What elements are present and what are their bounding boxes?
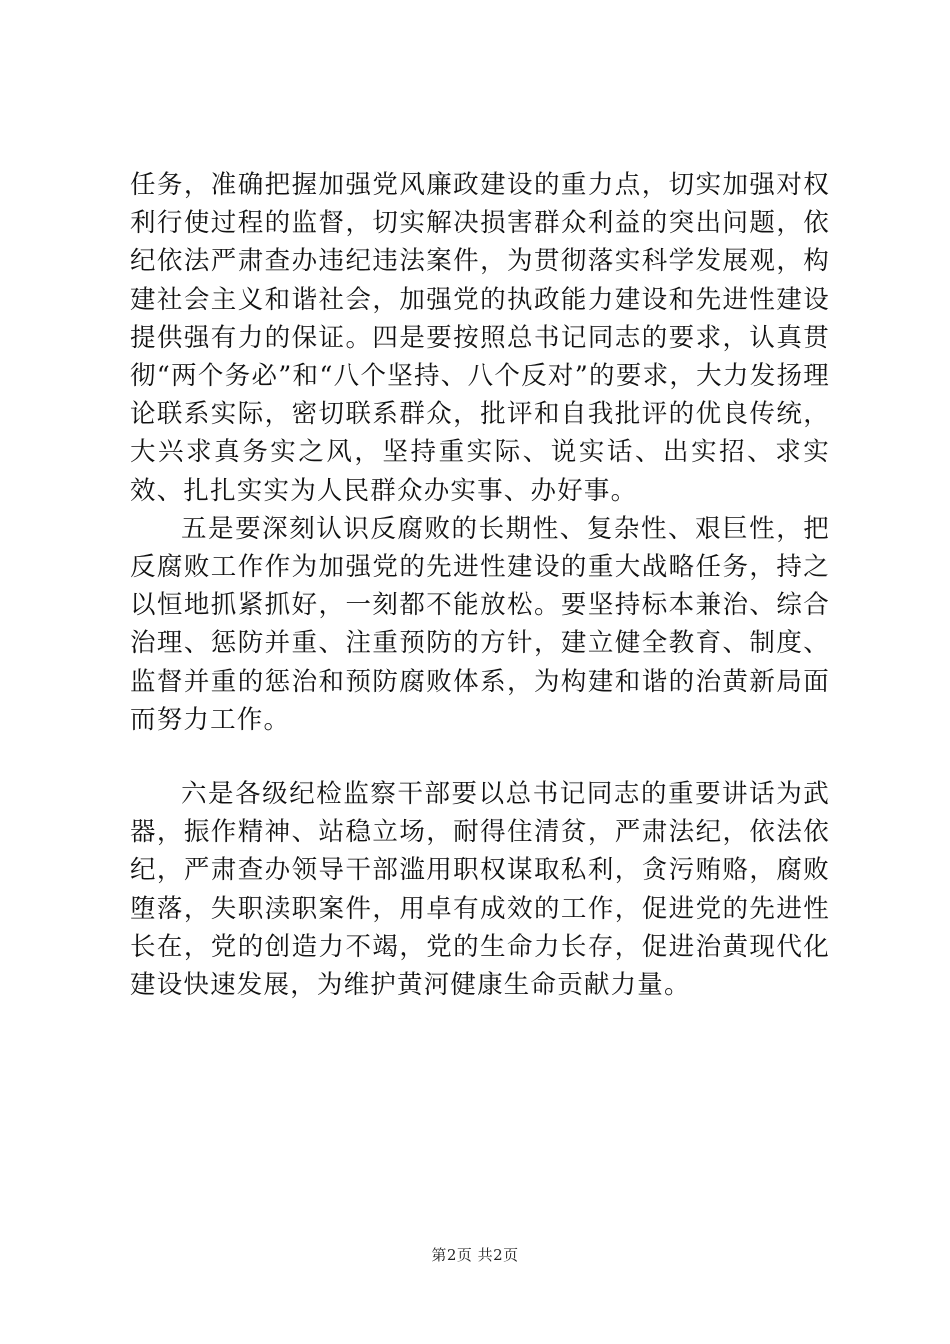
paragraph-five: 五是要深刻认识反腐败的长期性、复杂性、艰巨性，把反腐败工作作为加强党的先进性建设的重大战略任务，持之以恒地抓紧抓好，一刻都不能放松。要坚持标本兼治、综合治理、惩防并重、注重预防的方针，建立健全教育、制度、监督并重的惩治和预防腐败体系，为构建和谐的治黄新局面而努力工作。 — [130, 513, 830, 735]
paragraph-six: 六是各级纪检监察干部要以总书记同志的重要讲话为武器，振作精神、站稳立场，耐得住清贫，严肃法纪，依法依纪，严肃查办领导干部滥用职权谋取私利，贪污贿赂，腐败堕落，失职渎职案件，用卓有成效的工作，促进党的先进性长在，党的创造力不竭，党的生命力长存，促进治黄现代化建设快速发展，为维护黄河健康生命贡献力量。 — [130, 779, 830, 1001]
paragraph-continuation: 任务，准确把握加强党风廉政建设的重力点，切实加强对权利行使过程的监督，切实解决损害群众利益的突出问题，依纪依法严肃查办违纪违法案件，为贯彻落实科学发展观，构建社会主义和谐社会，加强党的执政能力建设和先进性建设提供强有力的保证。四是要按照总书记同志的要求，认真贯彻“两个务必”和“八个坚持、八个反对”的要求，大力发扬理论联系实际，密切联系群众，批评和自我批评的优良传统，大兴求真务实之风，坚持重实际、说实话、出实招、求实效、扎扎实实为人民群众办实事、办好事。 — [130, 170, 830, 506]
document-body — [130, 166, 830, 1004]
page-footer: 第2页 共2页 — [431, 1246, 519, 1264]
